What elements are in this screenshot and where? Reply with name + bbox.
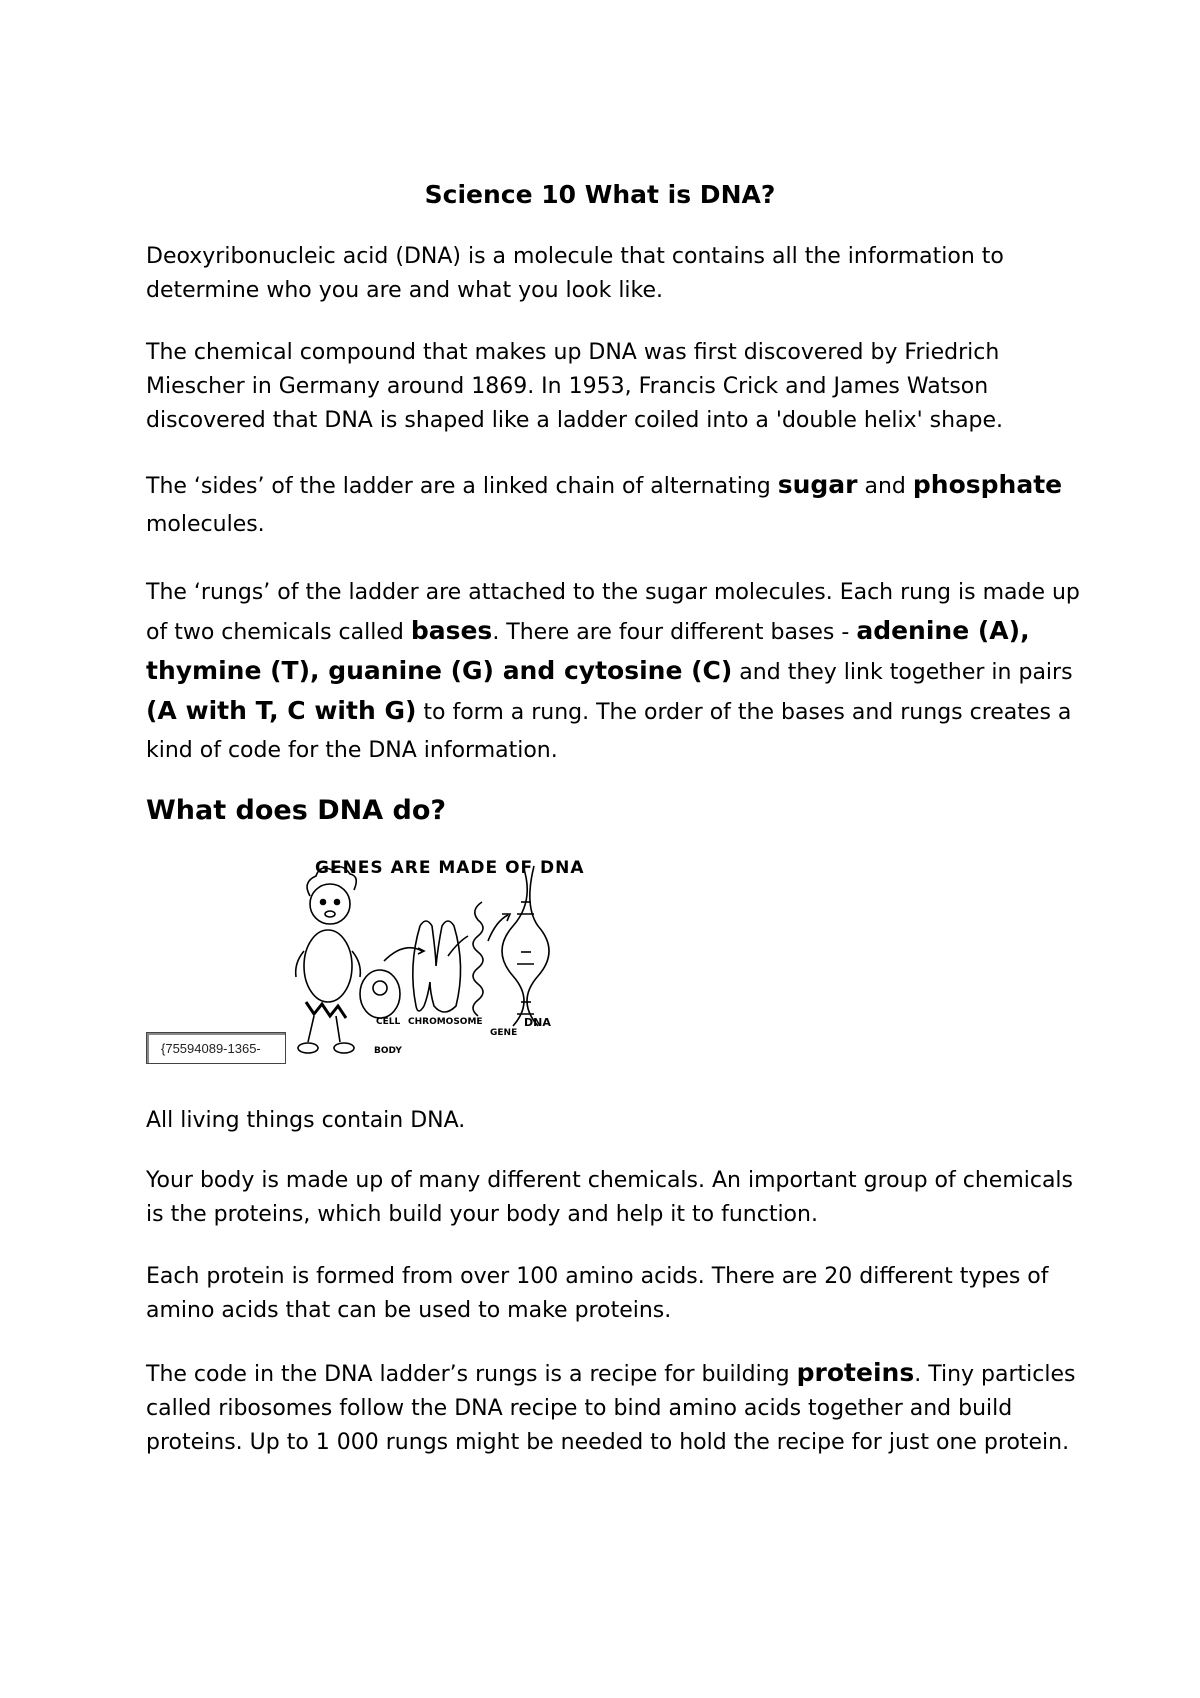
figure-label-gene: GENE	[490, 1028, 518, 1038]
paragraph-dna-definition: Deoxyribonucleic acid (DNA) is a molecule that contains all the information to determine who you are and what you look like.	[146, 244, 1004, 303]
paragraph-ladder-rungs	[146, 574, 1086, 770]
text-run: The ‘rungs’ of the ladder are attached to the sugar molecules. Each rung is made up of two chemicals called	[146, 580, 1080, 645]
text-run: . Tiny particles called ribosomes follow the DNA recipe to bind amino acids together and build proteins. Up to 1 000 rungs might be needed to hold the recipe for just one protein.	[146, 1362, 1076, 1455]
term-bases: bases	[410, 616, 493, 645]
cell-diagram	[360, 948, 424, 1018]
paragraph-proteins: Your body is made up of many different chemicals. An important group of chemicals is the proteins, which build your body and help it to function.	[146, 1168, 1074, 1227]
body-figure	[296, 867, 361, 1053]
term-bases-list: adenine (A), thymine (T), guanine (G) and cytosine (C)	[146, 616, 1030, 685]
paragraph-living-things: All living things contain DNA.	[146, 1108, 466, 1133]
paragraph-dna-history: The chemical compound that makes up DNA was first discovered by Friedrich Miescher in Germany around 1869. In 1953, Francis Crick and James Watson discovered that DNA is shaped like a ladder coiled into a 'double helix' shape.	[146, 340, 1004, 433]
paragraph-dna-recipe	[146, 1356, 1086, 1460]
object-reference-box: {75594089-1365-	[146, 1032, 286, 1064]
figure-heading: GENES ARE MADE OF DNA	[315, 858, 585, 878]
text-run: The ‘sides’ of the ladder are a linked chain of alternating	[146, 474, 778, 499]
term-phosphate: phosphate	[912, 470, 1063, 499]
figure-label-body: BODY	[374, 1046, 402, 1056]
figure-label-cell: CELL	[376, 1017, 401, 1027]
dna-helix-diagram	[502, 866, 549, 1026]
term-base-pairs: (A with T, C with G)	[146, 696, 417, 725]
term-proteins: proteins	[796, 1358, 915, 1387]
term-sugar: sugar	[777, 470, 858, 499]
paragraph-ladder-sides	[146, 466, 1086, 544]
gene-diagram	[473, 902, 510, 1016]
text-run: to form a rung. The order of the bases and rungs creates a kind of code for the DNA information.	[146, 700, 1072, 763]
genes-dna-illustration	[288, 856, 578, 1066]
text-run: . There are four different bases -	[492, 620, 857, 645]
text-run: The code in the DNA ladder’s rungs is a recipe for building	[146, 1362, 797, 1387]
figure-label-chromosome: CHROMOSOME	[408, 1017, 483, 1027]
text-run: and	[857, 474, 913, 499]
document-title: Science 10 What is DNA?	[424, 180, 776, 209]
figure-label-dna: DNA	[524, 1016, 551, 1029]
text-run: and they link together in pairs	[732, 660, 1073, 685]
section-heading-what-does-dna-do: What does DNA do?	[146, 795, 447, 826]
paragraph-amino-acids: Each protein is formed from over 100 amino acids. There are 20 different types of amino acids that can be used to make proteins.	[146, 1264, 1049, 1323]
text-run: molecules.	[146, 512, 265, 537]
chromosome-diagram	[413, 921, 468, 1012]
